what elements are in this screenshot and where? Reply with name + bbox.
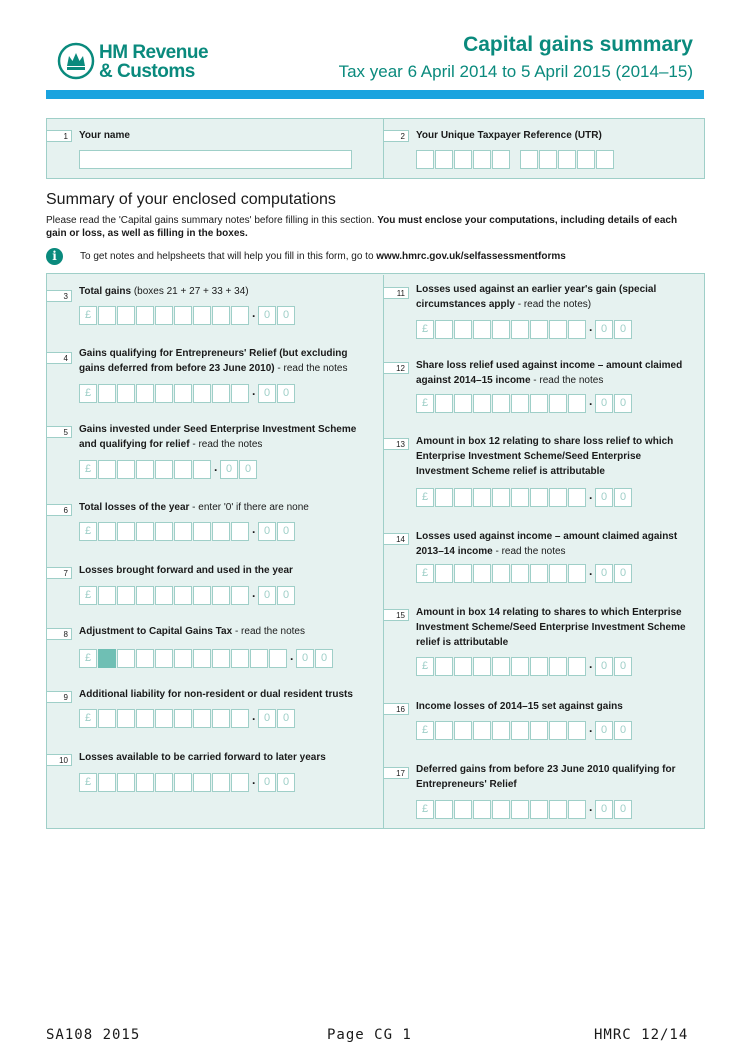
digit-cell[interactable] — [473, 564, 491, 583]
utr-digit[interactable] — [454, 150, 472, 169]
hmrc-logo — [57, 40, 227, 84]
box-13-label — [416, 434, 696, 479]
digit-cell[interactable] — [568, 657, 586, 676]
digit-cell[interactable] — [492, 394, 510, 413]
decimal-point: · — [252, 308, 256, 323]
digit-cell[interactable] — [549, 394, 567, 413]
box-13-label-bold: Amount in box 12 relating to share loss relief to which Enterprise Investment Scheme/Seed Enterprise Investment Scheme relief is attributable — [416, 436, 674, 477]
box-3-amount-field[interactable] — [79, 306, 296, 325]
digit-cell[interactable] — [98, 522, 116, 541]
pence-cell: 0 — [277, 384, 295, 403]
box-14-label-bold: Losses used against income – amount claimed against 2013–14 income — [416, 531, 678, 557]
digit-cell[interactable] — [136, 709, 154, 728]
digit-cell[interactable] — [117, 649, 135, 668]
digit-cell[interactable] — [117, 306, 135, 325]
digit-cell[interactable] — [117, 773, 135, 792]
pence-cell: 0 — [258, 306, 276, 325]
info-prefix: To get notes and helpsheets that will help you fill in this form, go to — [80, 251, 377, 262]
digit-cell[interactable] — [231, 384, 249, 403]
digit-cell[interactable] — [174, 384, 192, 403]
box-15-amount-field[interactable] — [416, 657, 633, 676]
box-12-label-bold: Share loss relief used against income – amount claimed against 2014–15 income — [416, 360, 683, 386]
form-code: SA108 2015 — [46, 1027, 141, 1043]
digit-cell[interactable] — [193, 384, 211, 403]
digit-cell[interactable] — [492, 800, 510, 819]
pound-sign: £ — [79, 306, 97, 325]
your-name-input[interactable] — [79, 150, 352, 169]
decimal-point: · — [252, 588, 256, 603]
box-14-label-note: - read the notes — [492, 546, 566, 557]
pound-sign: £ — [416, 488, 434, 507]
box-7-label-bold: Losses brought forward and used in the year — [79, 565, 293, 576]
digit-cell[interactable] — [492, 488, 510, 507]
decimal-point: · — [589, 802, 593, 817]
box-5-number: 5 — [46, 426, 72, 438]
box-7-label — [79, 563, 369, 578]
box-17-amount-field[interactable] — [416, 800, 633, 819]
digit-cell[interactable] — [568, 564, 586, 583]
digit-cell[interactable] — [136, 306, 154, 325]
box-13-amount-field[interactable] — [416, 488, 633, 507]
digit-cell[interactable] — [174, 306, 192, 325]
page-number: Page CG 1 — [327, 1027, 412, 1043]
digit-cell[interactable] — [473, 657, 491, 676]
box-5-label-bold: Gains invested under Seed Enterprise Investment Scheme and qualifying for relief — [79, 424, 357, 450]
pence-cell: 0 — [258, 522, 276, 541]
box-12-number: 12 — [383, 362, 409, 374]
digit-cell[interactable] — [568, 721, 586, 740]
box-16-amount-field[interactable] — [416, 721, 633, 740]
crown-crest-icon — [57, 42, 95, 80]
digit-cell[interactable] — [549, 564, 567, 583]
digit-cell[interactable] — [473, 721, 491, 740]
digit-cell[interactable] — [193, 709, 211, 728]
pence-cell: 0 — [614, 721, 632, 740]
box-10-label — [79, 750, 369, 765]
pound-sign: £ — [79, 649, 97, 668]
digit-cell[interactable] — [98, 709, 116, 728]
decimal-point: · — [589, 659, 593, 674]
digit-cell[interactable] — [136, 586, 154, 605]
digit-cell[interactable] — [136, 773, 154, 792]
identity-divider — [383, 118, 384, 179]
pound-sign: £ — [416, 564, 434, 583]
digit-cell[interactable] — [136, 649, 154, 668]
pence-cell: 0 — [614, 320, 632, 339]
digit-cell[interactable] — [231, 586, 249, 605]
digit-cell[interactable] — [435, 657, 453, 676]
box-number: 2 — [383, 130, 409, 142]
digit-cell[interactable] — [454, 564, 472, 583]
box-6-label-note: - enter '0' if there are none — [189, 502, 309, 513]
digit-cell[interactable] — [117, 384, 135, 403]
digit-cell[interactable] — [473, 488, 491, 507]
digit-cell[interactable] — [454, 394, 472, 413]
box-15-label-bold: Amount in box 14 relating to shares to which Enterprise Investment Scheme/Seed Enterprise Investment Scheme relief is attributable — [416, 607, 686, 648]
pence-cell: 0 — [614, 564, 632, 583]
pence-cell: 0 — [614, 394, 632, 413]
digit-cell[interactable] — [530, 488, 548, 507]
box-17-label — [416, 762, 696, 792]
pence-cell: 0 — [296, 649, 314, 668]
pence-cell: 0 — [595, 721, 613, 740]
pence-cell: 0 — [595, 320, 613, 339]
digit-cell[interactable] — [136, 384, 154, 403]
box-15-number: 15 — [383, 609, 409, 621]
digit-cell[interactable] — [193, 649, 211, 668]
digit-cell[interactable] — [136, 522, 154, 541]
digit-cell[interactable] — [212, 709, 230, 728]
header-band — [46, 90, 704, 99]
utr-digit[interactable] — [435, 150, 453, 169]
digit-cell[interactable] — [549, 488, 567, 507]
identity-panel — [46, 118, 705, 179]
decimal-point: · — [589, 723, 593, 738]
digit-cell[interactable] — [193, 586, 211, 605]
utr-digit[interactable] — [492, 150, 510, 169]
digit-cell[interactable] — [155, 522, 173, 541]
digit-cell[interactable] — [117, 522, 135, 541]
pence-cell: 0 — [595, 488, 613, 507]
digit-cell[interactable] — [435, 721, 453, 740]
section-intro — [46, 214, 696, 240]
digit-cell[interactable] — [454, 800, 472, 819]
digit-cell[interactable] — [473, 394, 491, 413]
digit-cell[interactable] — [530, 564, 548, 583]
digit-cell[interactable] — [155, 460, 173, 479]
box-15-label — [416, 605, 696, 650]
digit-cell[interactable] — [549, 800, 567, 819]
decimal-point: · — [589, 490, 593, 505]
pence-cell: 0 — [258, 773, 276, 792]
digit-cell[interactable] — [174, 649, 192, 668]
pence-cell: 0 — [239, 460, 257, 479]
utr-digit[interactable] — [558, 150, 576, 169]
digit-cell[interactable] — [568, 800, 586, 819]
box-10-number: 10 — [46, 754, 72, 766]
pound-sign: £ — [79, 522, 97, 541]
digit-cell[interactable] — [98, 460, 116, 479]
digit-cell[interactable] — [193, 460, 211, 479]
pound-sign: £ — [416, 721, 434, 740]
digit-cell[interactable] — [174, 522, 192, 541]
box-6-label-bold: Total losses of the year — [79, 502, 190, 513]
box-12-label — [416, 358, 696, 388]
box-4-label — [79, 346, 369, 376]
digit-cell[interactable] — [231, 709, 249, 728]
page-title: Capital gains summary — [463, 33, 693, 56]
section-heading: Summary of your enclosed computations — [46, 191, 336, 208]
pound-sign: £ — [79, 773, 97, 792]
pound-sign: £ — [79, 709, 97, 728]
utr-label: Your Unique Taxpayer Reference (UTR) — [416, 130, 602, 141]
digit-cell[interactable] — [212, 649, 230, 668]
decimal-point: · — [252, 775, 256, 790]
intro-normal: Please read the 'Capital gains summary notes' before filling in this section. — [46, 215, 378, 226]
logo-line1: HM Revenue — [99, 42, 209, 63]
info-link[interactable]: www.hmrc.gov.uk/selfassessmentforms — [376, 251, 566, 262]
box-16-label-bold: Income losses of 2014–15 set against gains — [416, 701, 623, 712]
box-4-label-bold: Gains qualifying for Entrepreneurs' Relief (but excluding gains deferred from before 23 June 2010) — [79, 348, 348, 374]
digit-cell[interactable] — [117, 586, 135, 605]
pence-cell: 0 — [258, 586, 276, 605]
digit-cell[interactable] — [193, 522, 211, 541]
box-7-number: 7 — [46, 567, 72, 579]
digit-cell[interactable] — [269, 649, 287, 668]
box-16-label — [416, 699, 696, 714]
pence-cell: 0 — [277, 306, 295, 325]
pence-cell: 0 — [277, 522, 295, 541]
digit-cell[interactable] — [212, 586, 230, 605]
pound-sign: £ — [79, 384, 97, 403]
box-6-label — [79, 500, 369, 515]
box-12-amount-field[interactable] — [416, 394, 633, 413]
box-3-label-note: (boxes 21 + 27 + 33 + 34) — [131, 286, 249, 297]
pound-sign: £ — [416, 657, 434, 676]
box-11-label-note: - read the notes) — [514, 299, 592, 310]
digit-cell[interactable] — [492, 721, 510, 740]
box-9-amount-field[interactable] — [79, 709, 296, 728]
box-8-label-bold: Adjustment to Capital Gains Tax — [79, 626, 233, 637]
decimal-point: · — [252, 524, 256, 539]
digit-cell[interactable] — [492, 320, 510, 339]
utr-digit[interactable] — [577, 150, 595, 169]
digit-cell[interactable] — [530, 320, 548, 339]
minus-sign-cell[interactable] — [98, 649, 116, 668]
box-5-label — [79, 422, 369, 452]
utr-digit[interactable] — [596, 150, 614, 169]
pence-cell: 0 — [614, 800, 632, 819]
digit-cell[interactable] — [511, 564, 529, 583]
box-3-label-bold: Total gains — [79, 286, 132, 297]
digit-cell[interactable] — [511, 800, 529, 819]
utr-digit[interactable] — [539, 150, 557, 169]
decimal-point: · — [290, 651, 294, 666]
box-9-label — [79, 687, 369, 702]
digit-cell[interactable] — [549, 721, 567, 740]
digit-cell[interactable] — [117, 709, 135, 728]
decimal-point: · — [214, 462, 218, 477]
digit-cell[interactable] — [98, 306, 116, 325]
pound-sign: £ — [79, 586, 97, 605]
box-9-label-bold: Additional liability for non-resident or dual resident trusts — [79, 689, 353, 700]
box-4-amount-field[interactable] — [79, 384, 296, 403]
digit-cell[interactable] — [549, 320, 567, 339]
digit-cell[interactable] — [511, 488, 529, 507]
box-13-number: 13 — [383, 438, 409, 450]
box-8-number: 8 — [46, 628, 72, 640]
digit-cell[interactable] — [212, 773, 230, 792]
digit-cell[interactable] — [454, 320, 472, 339]
pence-cell: 0 — [595, 394, 613, 413]
digit-cell[interactable] — [98, 586, 116, 605]
digit-cell[interactable] — [568, 488, 586, 507]
digit-cell[interactable] — [231, 773, 249, 792]
digit-cell[interactable] — [492, 657, 510, 676]
digit-cell[interactable] — [250, 649, 268, 668]
box-11-label-bold: Losses used against an earlier year's gain (special circumstances apply — [416, 284, 657, 310]
logo-line2: & Customs — [99, 61, 195, 82]
utr-digit[interactable] — [416, 150, 434, 169]
pence-cell: 0 — [595, 657, 613, 676]
pence-cell: 0 — [258, 384, 276, 403]
decimal-point: · — [589, 322, 593, 337]
digit-cell[interactable] — [435, 488, 453, 507]
digit-cell[interactable] — [155, 649, 173, 668]
digit-cell[interactable] — [549, 657, 567, 676]
digit-cell[interactable] — [155, 773, 173, 792]
box-4-number: 4 — [46, 352, 72, 364]
digit-cell[interactable] — [530, 394, 548, 413]
digit-cell[interactable] — [155, 384, 173, 403]
box-3-number: 3 — [46, 290, 72, 302]
digit-cell[interactable] — [435, 320, 453, 339]
digit-cell[interactable] — [454, 488, 472, 507]
utr-digit[interactable] — [473, 150, 491, 169]
box-8-amount-field[interactable] — [79, 649, 334, 668]
info-line — [80, 251, 566, 262]
box-17-label-bold: Deferred gains from before 23 June 2010 qualifying for Entrepreneurs' Relief — [416, 764, 676, 790]
box-12-label-note: - read the notes — [530, 375, 604, 386]
digit-cell[interactable] — [174, 709, 192, 728]
pound-sign: £ — [416, 394, 434, 413]
digit-cell[interactable] — [155, 709, 173, 728]
decimal-point: · — [252, 711, 256, 726]
box-8-label — [79, 624, 369, 639]
box-11-label — [416, 282, 696, 312]
pence-cell: 0 — [614, 488, 632, 507]
digit-cell[interactable] — [473, 320, 491, 339]
pence-cell: 0 — [614, 657, 632, 676]
digit-cell[interactable] — [155, 586, 173, 605]
box-5-label-note: - read the notes — [189, 439, 263, 450]
digit-cell[interactable] — [174, 460, 192, 479]
decimal-point: · — [589, 396, 593, 411]
digit-cell[interactable] — [212, 522, 230, 541]
digit-cell[interactable] — [492, 564, 510, 583]
pence-cell: 0 — [258, 709, 276, 728]
pound-sign: £ — [416, 320, 434, 339]
box-8-label-note: - read the notes — [232, 626, 305, 637]
digit-cell[interactable] — [117, 460, 135, 479]
digit-cell[interactable] — [155, 306, 173, 325]
digit-cell[interactable] — [193, 306, 211, 325]
digit-cell[interactable] — [511, 320, 529, 339]
box-number: 1 — [46, 130, 72, 142]
digit-cell[interactable] — [530, 721, 548, 740]
digit-cell[interactable] — [530, 800, 548, 819]
digit-cell[interactable] — [511, 721, 529, 740]
pound-sign: £ — [416, 800, 434, 819]
box-4-label-note: - read the notes — [274, 363, 348, 374]
box-3-label — [79, 284, 369, 299]
decimal-point: · — [589, 566, 593, 581]
box-11-amount-field[interactable] — [416, 320, 633, 339]
intro-bold: You must enclose your computations, including details of each gain or loss, as well as filling in the boxes. — [46, 215, 678, 239]
pence-cell: 0 — [277, 709, 295, 728]
box-6-number: 6 — [46, 504, 72, 516]
box-14-label — [416, 529, 696, 559]
digit-cell[interactable] — [98, 773, 116, 792]
utr-digit[interactable] — [520, 150, 538, 169]
your-name-label: Your name — [79, 130, 130, 141]
digit-cell[interactable] — [454, 721, 472, 740]
box-10-label-bold: Losses available to be carried forward to later years — [79, 752, 326, 763]
box-14-amount-field[interactable] — [416, 564, 633, 583]
pence-cell: 0 — [277, 773, 295, 792]
digit-cell[interactable] — [231, 522, 249, 541]
box-17-number: 17 — [383, 767, 409, 779]
pence-cell: 0 — [595, 800, 613, 819]
digit-cell[interactable] — [212, 384, 230, 403]
digit-cell[interactable] — [435, 564, 453, 583]
box-11-number: 11 — [383, 287, 409, 299]
digit-cell[interactable] — [511, 657, 529, 676]
box-14-number: 14 — [383, 533, 409, 545]
digit-cell[interactable] — [568, 394, 586, 413]
digit-cell[interactable] — [511, 394, 529, 413]
pence-cell: 0 — [315, 649, 333, 668]
decimal-point: · — [252, 386, 256, 401]
box-6-amount-field[interactable] — [79, 522, 296, 541]
digit-cell[interactable] — [231, 649, 249, 668]
column-divider — [383, 275, 384, 828]
digit-cell[interactable] — [193, 773, 211, 792]
pound-sign: £ — [79, 460, 97, 479]
info-icon: i — [46, 248, 63, 265]
digit-cell[interactable] — [435, 800, 453, 819]
pence-cell: 0 — [277, 586, 295, 605]
digit-cell[interactable] — [454, 657, 472, 676]
box-5-amount-field[interactable] — [79, 460, 258, 479]
pence-cell: 0 — [220, 460, 238, 479]
digit-cell[interactable] — [174, 773, 192, 792]
pence-cell: 0 — [595, 564, 613, 583]
digit-cell[interactable] — [98, 384, 116, 403]
utr-input[interactable] — [416, 150, 615, 169]
box-16-number: 16 — [383, 703, 409, 715]
digit-cell[interactable] — [530, 657, 548, 676]
box-7-amount-field[interactable] — [79, 586, 296, 605]
digit-cell[interactable] — [174, 586, 192, 605]
digit-cell[interactable] — [231, 306, 249, 325]
digit-cell[interactable] — [473, 800, 491, 819]
form-version: HMRC 12/14 — [594, 1027, 689, 1043]
box-10-amount-field[interactable] — [79, 773, 296, 792]
page-subtitle: Tax year 6 April 2014 to 5 April 2015 (2014–15) — [338, 62, 693, 81]
digit-cell[interactable] — [568, 320, 586, 339]
digit-cell[interactable] — [435, 394, 453, 413]
digit-cell[interactable] — [136, 460, 154, 479]
box-9-number: 9 — [46, 691, 72, 703]
digit-cell[interactable] — [212, 306, 230, 325]
